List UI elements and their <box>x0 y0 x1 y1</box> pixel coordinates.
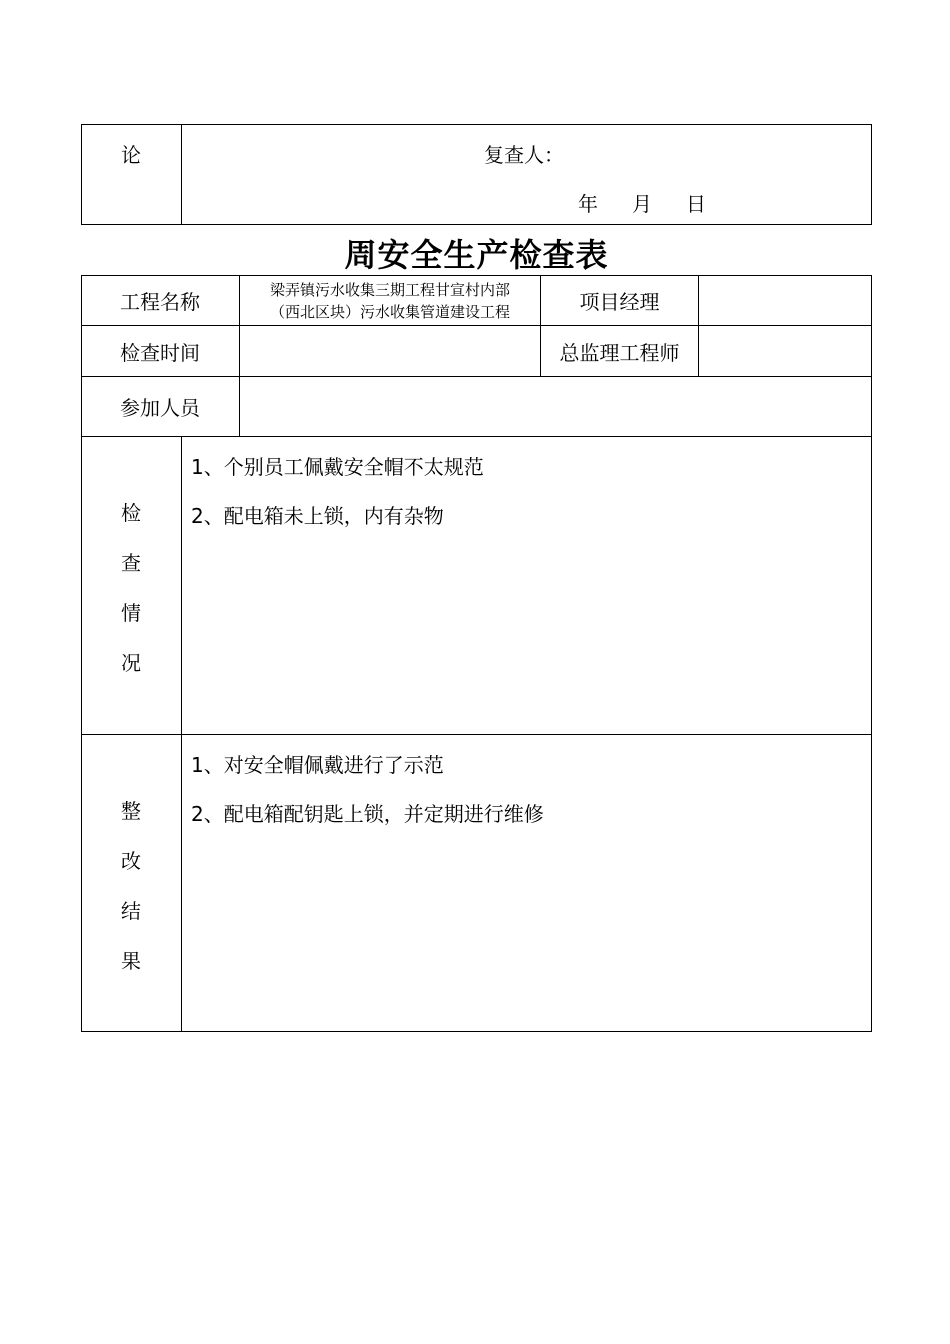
rectification-label-char: 整 <box>121 799 141 823</box>
chief-supervisor-value[interactable] <box>699 326 871 376</box>
participants-value[interactable] <box>240 377 871 436</box>
inspection-label-char: 况 <box>121 651 141 675</box>
project-name-label: 工程名称 <box>120 290 200 314</box>
project-manager-label: 项目经理 <box>579 290 660 314</box>
page-title: 周安全生产检查表 <box>344 236 609 274</box>
project-manager-value[interactable] <box>699 276 871 325</box>
project-name-value <box>240 279 540 323</box>
rectification-label-char: 改 <box>121 849 141 873</box>
row-divider-3 <box>81 436 872 437</box>
rectification-label-char: 结 <box>121 899 141 923</box>
participants-label: 参加人员 <box>120 396 200 420</box>
conclusion-label: 论 <box>121 143 141 167</box>
inspection-label-char: 情 <box>121 601 141 625</box>
inspection-label-char: 检 <box>121 501 141 525</box>
inspection-item: 2、配电箱未上锁，内有杂物 <box>191 504 444 528</box>
conclusion-table <box>81 124 872 225</box>
year-label: 年 <box>578 192 598 216</box>
inspection-time-value[interactable] <box>240 326 540 376</box>
project-name-line-2: （西北区块）污水收集管道建设工程 <box>269 303 510 321</box>
rectification-item: 1、对安全帽佩戴进行了示范 <box>191 753 444 777</box>
day-label: 日 <box>686 192 706 216</box>
inspection-item: 1、个别员工佩戴安全帽不太规范 <box>191 455 484 479</box>
row-divider-4 <box>81 734 872 735</box>
inspection-time-label: 检查时间 <box>120 340 200 365</box>
inspection-label-char: 查 <box>121 551 141 575</box>
rectification-section-label <box>81 786 181 986</box>
conclusion-divider <box>181 124 182 225</box>
inspection-section-label <box>81 488 181 688</box>
reviewer-label: 复查人： <box>484 143 564 167</box>
project-name-line-1: 梁弄镇污水收集三期工程甘宣村内部 <box>269 281 510 299</box>
chief-supervisor-label: 总监理工程师 <box>559 340 680 365</box>
rectification-item: 2、配电箱配钥匙上锁，并定期进行维修 <box>191 802 544 826</box>
col-divider-section <box>181 436 182 1032</box>
rectification-label-char: 果 <box>121 949 141 973</box>
month-label: 月 <box>632 192 652 216</box>
date-line <box>578 188 706 217</box>
